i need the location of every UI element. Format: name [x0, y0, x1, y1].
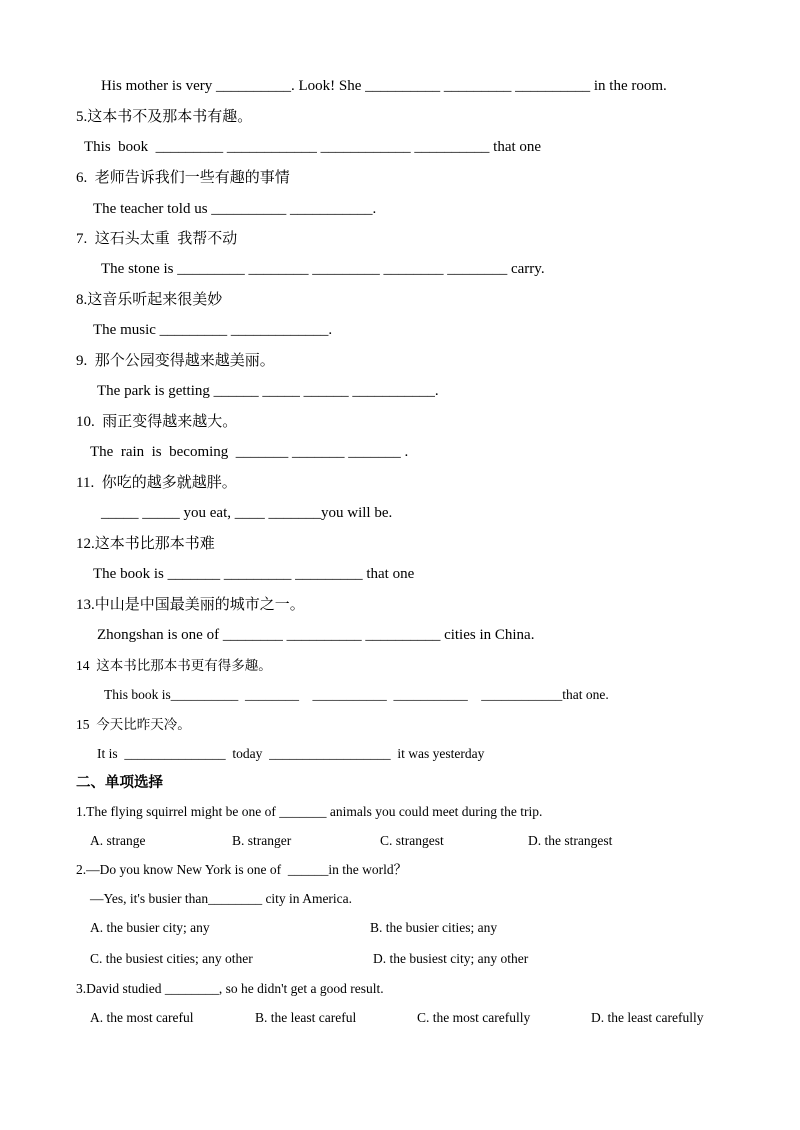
mc-3-option-a: A. the most careful	[90, 1010, 194, 1025]
question-6-answer: The teacher told us __________ ___________.	[93, 201, 377, 217]
mc-3-option-b: B. the least careful	[255, 1010, 357, 1025]
mc-question-3: 3.David studied ________, so he didn't get a good result.	[76, 981, 384, 996]
question-15-answer: It is _______________ today __________________ it was yesterday	[97, 746, 485, 761]
mc-3-option-c: C. the most carefully	[417, 1010, 531, 1025]
question-6-prompt: 6. 老师告诉我们一些有趣的事情	[76, 170, 290, 186]
mc-2-option-d: D. the busiest city; any other	[373, 951, 529, 966]
mc-1-option-d: D. the strangest	[528, 833, 613, 848]
mc-2-option-a: A. the busier city; any	[90, 920, 210, 935]
question-14-prompt: 14 这本书比那本书更有得多趣。	[76, 658, 272, 673]
section-heading: 二、单项选择	[76, 775, 163, 791]
question-5-answer: This book _________ ____________ ____________ __________ that one	[84, 139, 542, 155]
mc-2-option-b: B. the busier cities; any	[370, 920, 498, 935]
question-8-answer: The music _________ _____________.	[93, 322, 333, 338]
mc-question-2: 2.—Do you know New York is one of ______in the world？	[76, 862, 408, 877]
question-10-prompt: 10. 雨正变得越来越大。	[76, 414, 238, 430]
question-7-answer: The stone is _________ ________ _________ ________ ________ carry.	[101, 261, 545, 277]
mc-3-option-d: D. the least carefully	[591, 1010, 704, 1025]
question-12-answer: The book is _______ _________ _________ that one	[93, 566, 415, 582]
question-11-prompt: 11. 你吃的越多就越胖。	[76, 475, 237, 491]
question-13-prompt: 13.中山是中国最美丽的城市之一。	[76, 597, 305, 613]
mc-question-2-reply: —Yes, it's busier than________ city in America.	[90, 891, 353, 906]
question-13-answer: Zhongshan is one of ________ __________ __________ cities in China.	[97, 627, 535, 643]
mc-question-1: 1.The flying squirrel might be one of _______ animals you could meet during the trip.	[76, 804, 543, 819]
question-11-answer: _____ _____ you eat, ____ _______you will be.	[101, 505, 393, 521]
mc-1-option-a: A. strange	[90, 833, 146, 848]
sentence-line: His mother is very __________. Look! She __________ _________ __________ in the room.	[101, 78, 667, 94]
mc-1-option-c: C. strangest	[380, 833, 444, 848]
question-9-answer: The park is getting ______ _____ ______ ___________.	[97, 383, 439, 399]
question-9-prompt: 9. 那个公园变得越来越美丽。	[76, 353, 275, 369]
question-12-prompt: 12.这本书比那本书难	[76, 536, 215, 552]
question-7-prompt: 7. 这石头太重 我帮不动	[76, 231, 238, 247]
question-5-prompt: 5.这本书不及那本书有趣。	[76, 109, 253, 125]
question-10-answer: The rain is becoming _______ _______ _______ .	[90, 444, 409, 460]
question-15-prompt: 15 今天比昨天冷。	[76, 717, 191, 732]
question-8-prompt: 8.这音乐听起来很美妙	[76, 292, 223, 308]
mc-1-option-b: B. stranger	[232, 833, 292, 848]
mc-2-option-c: C. the busiest cities; any other	[90, 951, 253, 966]
question-14-answer: This book is__________ ________ ___________ ___________ ____________that one.	[104, 687, 609, 702]
